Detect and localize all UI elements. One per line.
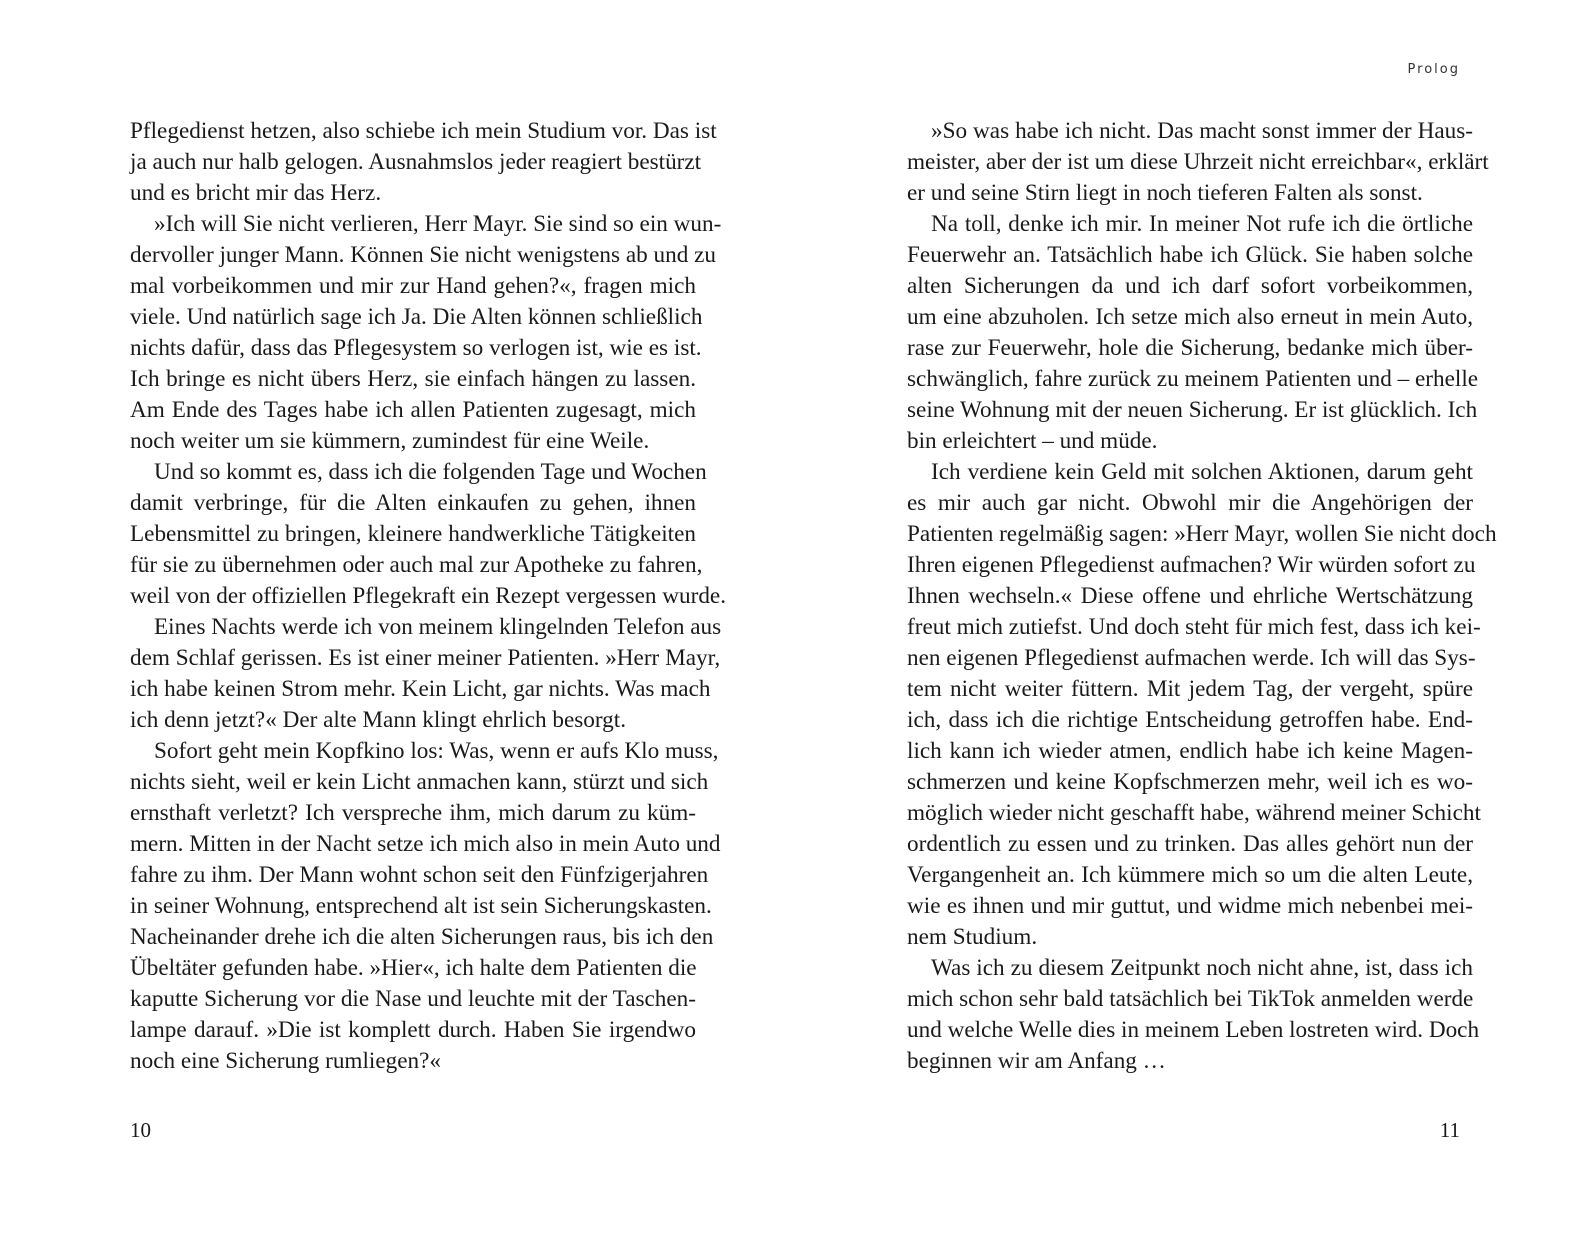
- text-line: Patienten regelmäßig sagen: »Herr Mayr, wollen Sie nicht doch: [907, 521, 1497, 547]
- text-line: Am Ende des Tages habe ich allen Patienten zugesagt, mich: [130, 397, 696, 423]
- text-line: damit verbringe, für die Alten einkaufen zu gehen, ihnen: [130, 490, 696, 516]
- text-line: um eine abzuholen. Ich setze mich also erneut in mein Auto,: [907, 304, 1473, 330]
- text-line: dem Schlaf gerissen. Es ist einer meiner Patienten. »Herr Mayr,: [130, 645, 721, 671]
- text-line: für sie zu übernehmen oder auch mal zur Apotheke zu fahren,: [130, 552, 703, 578]
- text-line: schwänglich, fahre zurück zu meinem Patienten und – erhelle: [907, 366, 1479, 392]
- text-line: seine Wohnung mit der neuen Sicherung. Er ist glücklich. Ich: [907, 397, 1478, 423]
- text-line: Eines Nachts werde ich von meinem klingelnden Telefon aus: [154, 614, 722, 640]
- text-line: weil von der offiziellen Pflegekraft ein Rezept vergessen wurde.: [130, 583, 727, 609]
- text-line: Und so kommt es, dass ich die folgenden Tage und Wochen: [154, 459, 707, 485]
- text-line: möglich wieder nicht geschafft habe, während meiner Schicht: [907, 800, 1481, 826]
- text-line: Vergangenheit an. Ich kümmere mich so um die alten Leute,: [907, 862, 1473, 888]
- text-line: Lebensmittel zu bringen, kleinere handwerkliche Tätigkeiten: [130, 521, 696, 547]
- text-line: ernsthaft verletzt? Ich verspreche ihm, mich darum zu küm-: [130, 800, 696, 826]
- text-line: Was ich zu diesem Zeitpunkt noch nicht ahne, ist, dass ich: [931, 955, 1473, 981]
- text-line: beginnen wir am Anfang …: [907, 1048, 1166, 1074]
- text-line: Ihren eigenen Pflegedienst aufmachen? Wir würden sofort zu: [907, 552, 1476, 578]
- left-page-body-text: [130, 116, 727, 1077]
- text-line: tem nicht weiter füttern. Mit jedem Tag, der vergeht, spüre: [907, 676, 1473, 702]
- text-line: Ich verdiene kein Geld mit solchen Aktionen, darum geht: [931, 459, 1473, 485]
- text-line: Übeltäter gefunden habe. »Hier«, ich halte dem Patienten die: [130, 955, 697, 981]
- text-line: nichts dafür, dass das Pflegesystem so verlogen ist, wie es ist.: [130, 335, 702, 361]
- text-line: lampe darauf. »Die ist komplett durch. Haben Sie irgendwo: [130, 1017, 696, 1043]
- text-line: bin erleichtert – und müde.: [907, 428, 1158, 454]
- text-line: lich kann ich wieder atmen, endlich habe ich keine Magen-: [907, 738, 1473, 764]
- text-line: kaputte Sicherung vor die Nase und leuchte mit der Taschen-: [130, 986, 696, 1012]
- text-line: mern. Mitten in der Nacht setze ich mich also in mein Auto und: [130, 831, 721, 857]
- text-line: in seiner Wohnung, entsprechend alt ist sein Sicherungskasten.: [130, 893, 712, 919]
- text-line: ich habe keinen Strom mehr. Kein Licht, gar nichts. Was mach: [130, 676, 711, 702]
- text-line: rase zur Feuerwehr, hole die Sicherung, bedanke mich über-: [907, 335, 1473, 361]
- text-line: ich, dass ich die richtige Entscheidung getroffen habe. End-: [907, 707, 1473, 733]
- text-line: fahre zu ihm. Der Mann wohnt schon seit den Fünfzigerjahren: [130, 862, 709, 888]
- left-page-number: 10: [130, 1118, 151, 1142]
- text-line: nichts sieht, weil er kein Licht anmachen kann, stürzt und sich: [130, 769, 709, 795]
- text-line: Na toll, denke ich mir. In meiner Not rufe ich die örtliche: [931, 211, 1473, 237]
- text-line: er und seine Stirn liegt in noch tieferen Falten als sonst.: [907, 180, 1423, 206]
- text-line: Nacheinander drehe ich die alten Sicherungen raus, bis ich den: [130, 924, 714, 950]
- text-line: Ihnen wechseln.« Diese offene und ehrliche Wertschätzung: [907, 583, 1473, 609]
- text-line: es mir auch gar nicht. Obwohl mir die Angehörigen der: [907, 490, 1473, 516]
- text-line: wie es ihnen und mir guttut, und widme mich nebenbei mei-: [907, 893, 1473, 919]
- text-line: mich schon sehr bald tatsächlich bei TikTok anmelden werde: [907, 986, 1474, 1012]
- text-line: alten Sicherungen da und ich darf sofort vorbeikommen,: [907, 273, 1473, 299]
- text-line: und es bricht mir das Herz.: [130, 180, 382, 206]
- right-page-body-text: [907, 116, 1497, 1077]
- text-line: viele. Und natürlich sage ich Ja. Die Alten können schließlich: [130, 304, 703, 330]
- text-line: »So was habe ich nicht. Das macht sonst immer der Haus-: [931, 118, 1473, 144]
- text-line: schmerzen und keine Kopfschmerzen mehr, weil ich es wo-: [907, 769, 1473, 795]
- text-line: mal vorbeikommen und mir zur Hand gehen?«, fragen mich: [130, 273, 696, 299]
- text-line: freut mich zutiefst. Und doch steht für mich fest, dass ich kei-: [907, 614, 1481, 640]
- text-line: dervoller junger Mann. Können Sie nicht wenigstens ab und zu: [130, 242, 716, 268]
- right-page: [797, 0, 1594, 1240]
- right-page-number: 11: [1439, 1118, 1460, 1142]
- text-line: Ich bringe es nicht übers Herz, sie einfach hängen zu lassen.: [130, 366, 696, 392]
- text-line: und welche Welle dies in meinem Leben lostreten wird. Doch: [907, 1017, 1480, 1043]
- text-line: nen eigenen Pflegedienst aufmachen werde. Ich will das Sys-: [907, 645, 1476, 671]
- text-line: ja auch nur halb gelogen. Ausnahmslos jeder reagiert bestürzt: [130, 149, 702, 175]
- text-line: Pflegedienst hetzen, also schiebe ich mein Studium vor. Das ist: [130, 118, 717, 144]
- text-line: nem Studium.: [907, 924, 1038, 950]
- text-line: ich denn jetzt?« Der alte Mann klingt ehrlich besorgt.: [130, 707, 627, 733]
- text-line: Sofort geht mein Kopfkino los: Was, wenn er aufs Klo muss,: [154, 738, 719, 764]
- text-line: ordentlich zu essen und zu trinken. Das alles gehört nun der: [907, 831, 1473, 857]
- running-head: Prolog: [1407, 62, 1460, 77]
- text-line: »Ich will Sie nicht verlieren, Herr Mayr. Sie sind so ein wun-: [154, 211, 722, 237]
- text-line: noch eine Sicherung rumliegen?«: [130, 1048, 441, 1074]
- text-line: noch weiter um sie kümmern, zumindest für eine Weile.: [130, 428, 650, 454]
- text-line: meister, aber der ist um diese Uhrzeit nicht erreichbar«, erklärt: [907, 149, 1489, 175]
- text-line: Feuerwehr an. Tatsächlich habe ich Glück. Sie haben solche: [907, 242, 1473, 268]
